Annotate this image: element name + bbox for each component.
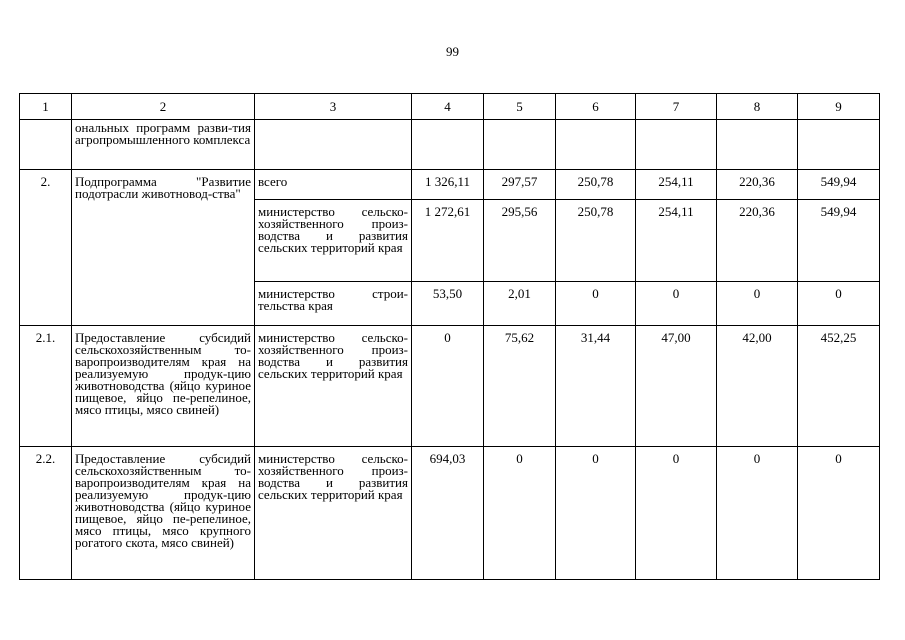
cell-executor: министерство сельско-хозяйственного произ-водства и развития сельских территорий края — [255, 326, 412, 447]
column-header: 1 — [20, 94, 72, 120]
cell-value: 0 — [412, 326, 484, 447]
column-header: 4 — [412, 94, 484, 120]
cell-value: 220,36 — [717, 200, 798, 282]
budget-table — [19, 93, 880, 580]
column-header: 7 — [636, 94, 717, 120]
cell-value: 0 — [556, 447, 636, 580]
cell-value: 0 — [798, 447, 880, 580]
cell-value: 250,78 — [556, 170, 636, 200]
cell-executor — [255, 120, 412, 170]
column-header: 2 — [72, 94, 255, 120]
cell-value: 549,94 — [798, 170, 880, 200]
column-header: 8 — [717, 94, 798, 120]
cell-number: 2.2. — [20, 447, 72, 580]
cell-value — [636, 120, 717, 170]
cell-number — [20, 120, 72, 170]
cell-value: 254,11 — [636, 170, 717, 200]
cell-value: 0 — [556, 282, 636, 326]
cell-executor: министерство сельско-хозяйственного произ-водства и развития сельских территорий края — [255, 200, 412, 282]
table-row — [20, 120, 880, 170]
cell-value: 694,03 — [412, 447, 484, 580]
table-row — [20, 170, 880, 200]
column-header: 9 — [798, 94, 880, 120]
column-header: 5 — [484, 94, 556, 120]
cell-value: 75,62 — [484, 326, 556, 447]
cell-value: 452,25 — [798, 326, 880, 447]
cell-value: 53,50 — [412, 282, 484, 326]
cell-executor: министерство сельско-хозяйственного произ-водства и развития сельских территорий края — [255, 447, 412, 580]
cell-number: 2.1. — [20, 326, 72, 447]
cell-value: 0 — [636, 282, 717, 326]
cell-name: ональных программ разви-тия агропромышленного комплекса — [72, 120, 255, 170]
cell-executor: министерство строи-тельства края — [255, 282, 412, 326]
cell-value: 0 — [798, 282, 880, 326]
cell-name: Подпрограмма "Развитие подотрасли животновод-ства" — [72, 170, 255, 326]
cell-value — [798, 120, 880, 170]
cell-value: 0 — [484, 447, 556, 580]
cell-value: 2,01 — [484, 282, 556, 326]
cell-value: 0 — [717, 282, 798, 326]
cell-value: 1 326,11 — [412, 170, 484, 200]
page-number: 99 — [446, 44, 459, 59]
cell-value: 254,11 — [636, 200, 717, 282]
cell-value: 297,57 — [484, 170, 556, 200]
cell-value — [412, 120, 484, 170]
cell-value: 0 — [717, 447, 798, 580]
cell-name: Предоставление субсидий сельскохозяйственным то-варопроизводителям края на реализуемую продук-цию животноводства (яйцо куриное пищевое, яйцо пе-репелиное, мясо птицы, мясо крупного рогатого скота, мясо свиней) — [72, 447, 255, 580]
column-header: 3 — [255, 94, 412, 120]
table-row — [20, 326, 880, 447]
column-header: 6 — [556, 94, 636, 120]
cell-value: 250,78 — [556, 200, 636, 282]
cell-value — [556, 120, 636, 170]
cell-value: 31,44 — [556, 326, 636, 447]
cell-value: 295,56 — [484, 200, 556, 282]
cell-value: 47,00 — [636, 326, 717, 447]
cell-executor: всего — [255, 170, 412, 200]
cell-value: 42,00 — [717, 326, 798, 447]
cell-value — [484, 120, 556, 170]
cell-value: 220,36 — [717, 170, 798, 200]
cell-value: 0 — [636, 447, 717, 580]
cell-value: 1 272,61 — [412, 200, 484, 282]
table-header-row — [20, 94, 880, 120]
cell-value: 549,94 — [798, 200, 880, 282]
cell-number: 2. — [20, 170, 72, 326]
table-row — [20, 447, 880, 580]
cell-value — [717, 120, 798, 170]
cell-name: Предоставление субсидий сельскохозяйственным то-варопроизводителям края на реализуемую продук-цию животноводства (яйцо куриное пищевое, яйцо пе-репелиное, мясо птицы, мясо свиней) — [72, 326, 255, 447]
